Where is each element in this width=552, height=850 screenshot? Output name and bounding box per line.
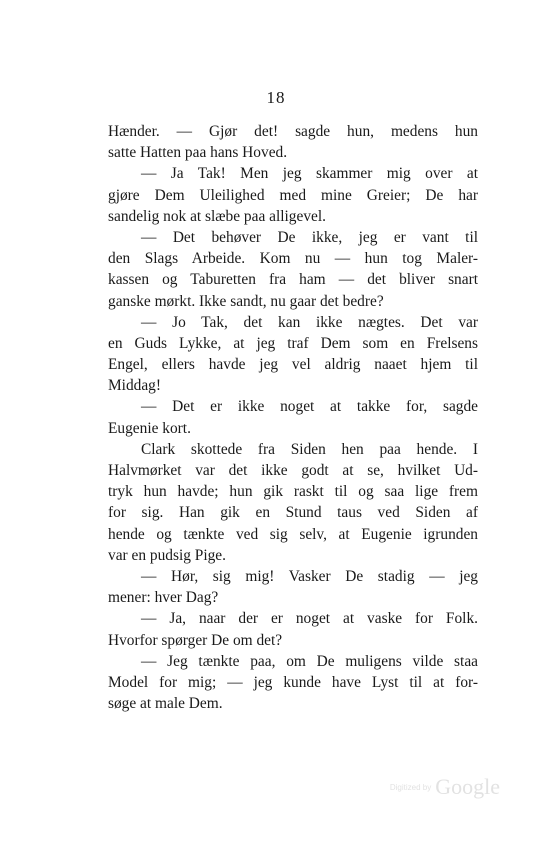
- text-line: var en pudsig Pige.: [108, 546, 226, 564]
- text-line: — Jo Tak, det kan ikke nægtes. Det var: [141, 313, 478, 331]
- text-line: Middag!: [108, 377, 162, 395]
- watermark-digitized-label: Digitized by: [389, 782, 432, 792]
- text-line: for sig. Han gik en Stund taus ved Siden af: [108, 504, 478, 522]
- text-line: hende og tænkte ved sig selv, at Eugenie igrunden: [108, 525, 478, 543]
- text-line: — Det behøver De ikke, jeg er vant til: [141, 228, 478, 246]
- page-number: 18: [266, 88, 286, 107]
- text-line: satte Hatten paa hans Hoved.: [108, 144, 288, 162]
- text-line: mener: hver Dag?: [108, 589, 219, 607]
- text-line: ganske mørkt. Ikke sandt, nu gaar det bedre?: [108, 292, 384, 310]
- text-line: Halvmørket var det ikke godt at se, hvilket Ud-: [108, 462, 478, 479]
- watermark-logo-text: Google: [435, 774, 500, 799]
- text-line: en Guds Lykke, at jeg traf Dem som en Frelsens: [108, 334, 478, 352]
- text-line: Clark skottede fra Siden hen paa hende. I: [141, 440, 478, 458]
- text-line: Eugenie kort.: [108, 419, 191, 437]
- text-line: — Ja, naar der er noget at vaske for Folk.: [141, 610, 478, 628]
- text-line: — Hør, sig mig! Vasker De stadig — jeg: [141, 567, 478, 585]
- body-text: [108, 121, 478, 714]
- text-line: sandelig nok at slæbe paa alligevel.: [108, 207, 326, 225]
- text-line: — Jeg tænkte paa, om De muligens vilde staa: [141, 652, 478, 670]
- text-line: Hænder. — Gjør det! sagde hun, medens hun: [108, 123, 478, 140]
- text-line: — Det er ikke noget at takke for, sagde: [141, 398, 478, 416]
- text-line: — Ja Tak! Men jeg skammer mig over at: [141, 165, 478, 183]
- google-watermark: [390, 774, 500, 800]
- text-line: den Slags Arbeide. Kom nu — hun tog Maler-: [108, 250, 478, 268]
- text-line: søge at male Dem.: [108, 695, 223, 713]
- text-line: Hvorfor spørger De om det?: [108, 631, 283, 649]
- text-line: Model for mig; — jeg kunde have Lyst til at for-: [108, 673, 478, 691]
- text-line: kassen og Taburetten fra ham — det bliver snart: [108, 271, 478, 289]
- text-line: tryk hun havde; hun gik raskt til og saa lige frem: [108, 483, 478, 501]
- text-line: gjøre Dem Uleilighed med mine Greier; De har: [108, 186, 478, 204]
- text-line: Engel, ellers havde jeg vel aldrig naaet hjem til: [108, 356, 478, 374]
